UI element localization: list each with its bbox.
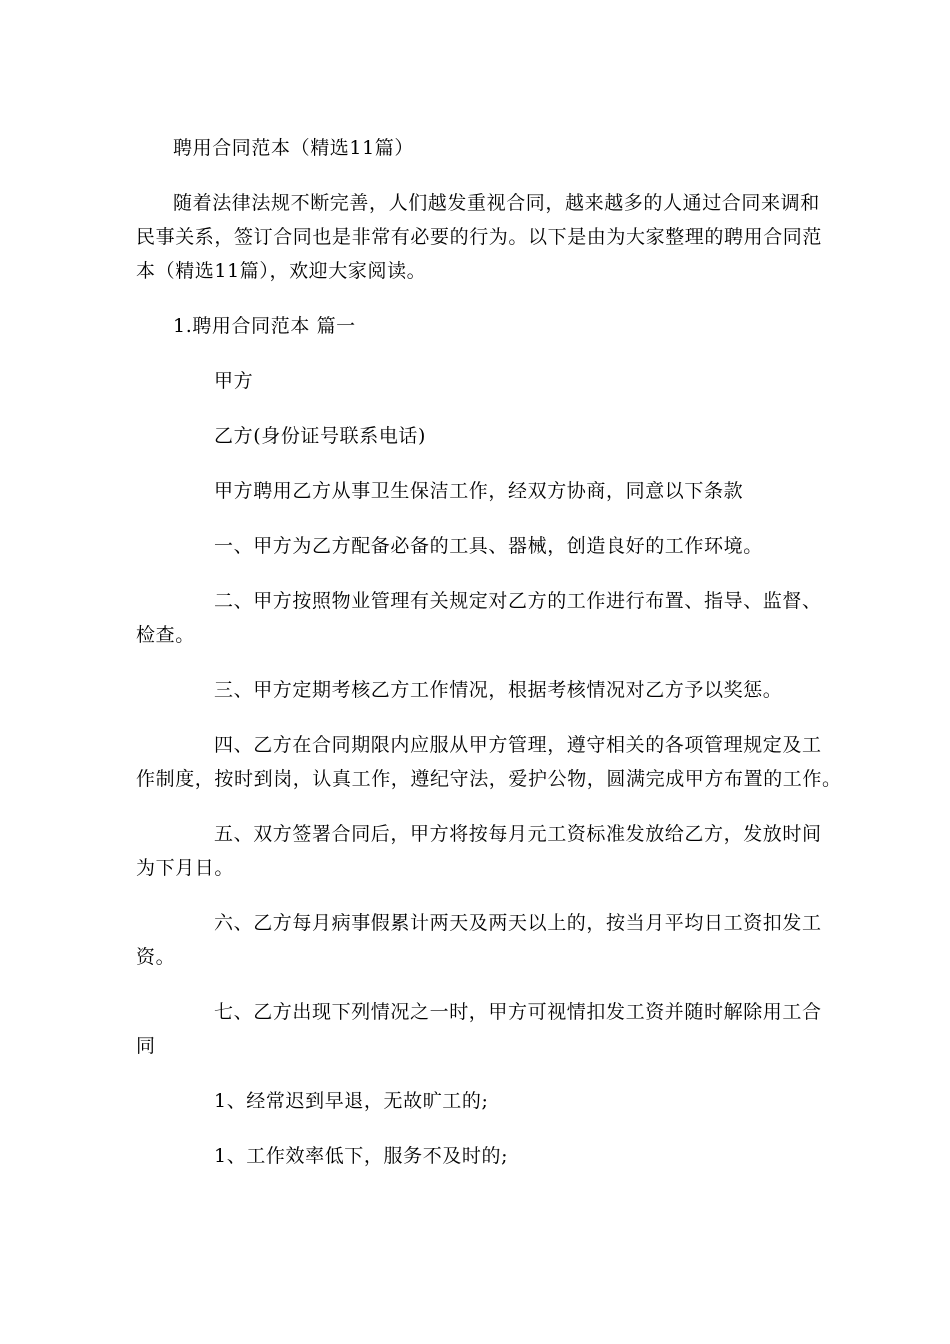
document-title: 聘用合同范本（精选11篇） <box>173 137 414 159</box>
list-item-1: 1、经常迟到早退，无故旷工的; <box>214 1090 489 1112</box>
intro-line-3: 本（精选11篇），欢迎大家阅读。 <box>136 260 427 282</box>
intro-line-1: 随着法律法规不断完善，人们越发重视合同，越来越多的人通过合同来调和 <box>173 192 820 214</box>
party-b-label: 乙方(身份证号联系电话) <box>214 425 427 447</box>
clause-6-line-2: 资。 <box>136 946 176 968</box>
intro-line-2: 民事关系，签订合同也是非常有必要的行为。以下是由为大家整理的聘用合同范 <box>136 226 823 248</box>
clause-2-line-1: 二、甲方按照物业管理有关规定对乙方的工作进行布置、指导、监督、 <box>214 590 822 612</box>
contract-preamble: 甲方聘用乙方从事卫生保洁工作，经双方协商，同意以下条款 <box>214 480 744 502</box>
clause-7-line-2: 同 <box>136 1035 156 1057</box>
clause-3: 三、甲方定期考核乙方工作情况，根据考核情况对乙方予以奖惩。 <box>214 679 783 701</box>
clause-2-line-2: 检查。 <box>136 624 195 646</box>
clause-1: 一、甲方为乙方配备必备的工具、器械，创造良好的工作环境。 <box>214 535 763 557</box>
party-a-label: 甲方 <box>214 370 254 392</box>
clause-7-line-1: 七、乙方出现下列情况之一时，甲方可视情扣发工资并随时解除用工合 <box>214 1001 822 1023</box>
list-item-2: 1、工作效率低下，服务不及时的; <box>214 1145 509 1167</box>
clause-6-line-1: 六、乙方每月病事假累计两天及两天以上的，按当月平均日工资扣发工 <box>214 912 822 934</box>
section-heading: 1.聘用合同范本 篇一 <box>173 315 356 337</box>
clause-4-line-2: 作制度，按时到岗，认真工作，遵纪守法，爱护公物，圆满完成甲方布置的工作。 <box>136 768 842 790</box>
clause-5-line-1: 五、双方签署合同后，甲方将按每月元工资标准发放给乙方，发放时间 <box>214 823 822 845</box>
clause-4-line-1: 四、乙方在合同期限内应服从甲方管理，遵守相关的各项管理规定及工 <box>214 734 822 756</box>
clause-5-line-2: 为下月日。 <box>136 857 235 879</box>
